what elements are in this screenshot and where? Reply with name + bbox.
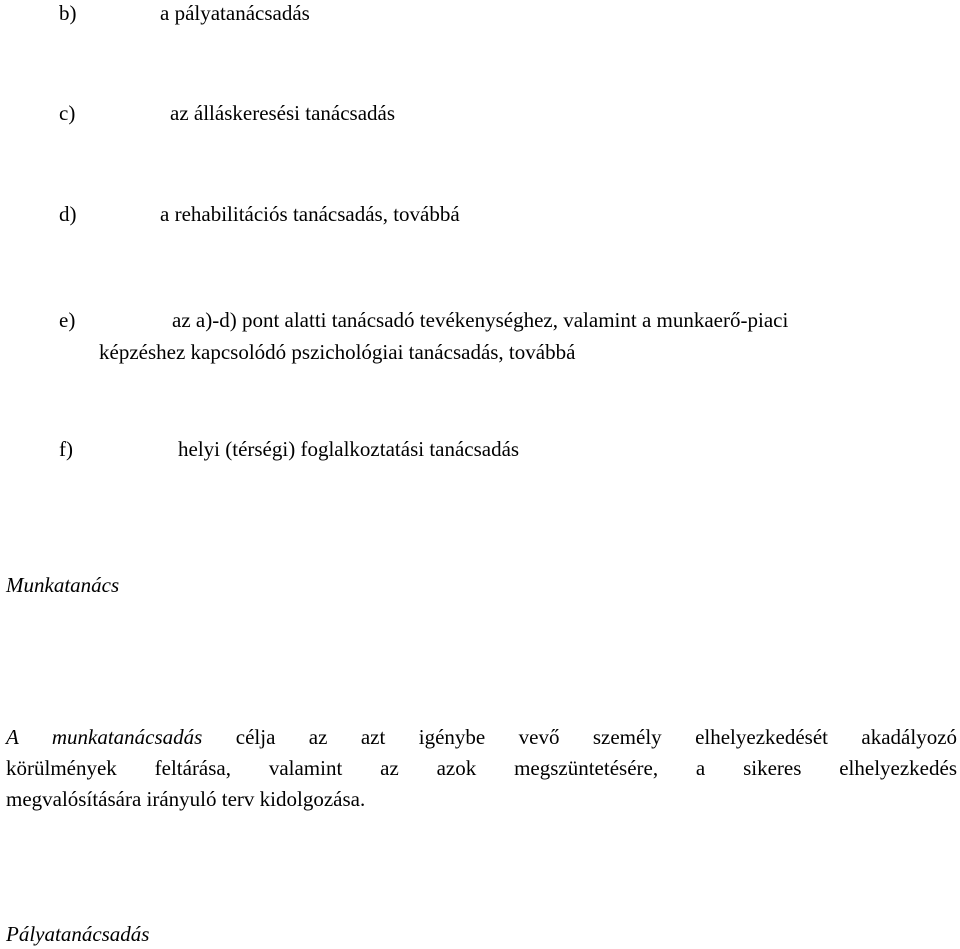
list-item-text: az a)-d) pont alatti tanácsadó tevékenységhez, valamint a munkaerő-piaci	[172, 308, 789, 332]
list-item-text: helyi (térségi) foglalkoztatási tanácsadás	[178, 437, 520, 461]
section-heading-munkatanacs: Munkatanács	[6, 573, 120, 597]
list-marker: d)	[59, 202, 77, 226]
section-paragraph-munkatanacs	[6, 722, 957, 815]
paragraph-line-2: körülmények feltárása, valamint az azok megszüntetésére, a sikeres elhelyezkedés	[6, 756, 957, 780]
paragraph-line-1-text: célja az azt igénybe vevő személy elhelyezkedését akadályozó	[235, 725, 958, 749]
list-marker: b)	[59, 1, 77, 25]
list-marker: f)	[59, 437, 73, 461]
paragraph-line-3: megvalósítására irányuló terv kidolgozása.	[6, 787, 366, 811]
section-heading-palyatanacsadas: Pályatanácsadás	[6, 922, 150, 946]
list-item-e-continuation	[99, 342, 575, 363]
paragraph-term: A munkatanácsadás	[6, 725, 203, 749]
list-item-continuation-text: képzéshez kapcsolódó pszichológiai tanácsadás, továbbá	[99, 340, 576, 364]
list-marker: c)	[59, 101, 76, 125]
list-item-text: a pályatanácsadás	[160, 1, 310, 25]
list-marker: e)	[59, 308, 76, 332]
list-item-text: az álláskeresési tanácsadás	[170, 101, 396, 125]
paragraph-line-1	[6, 722, 957, 753]
list-item-text: a rehabilitációs tanácsadás, továbbá	[160, 202, 460, 226]
